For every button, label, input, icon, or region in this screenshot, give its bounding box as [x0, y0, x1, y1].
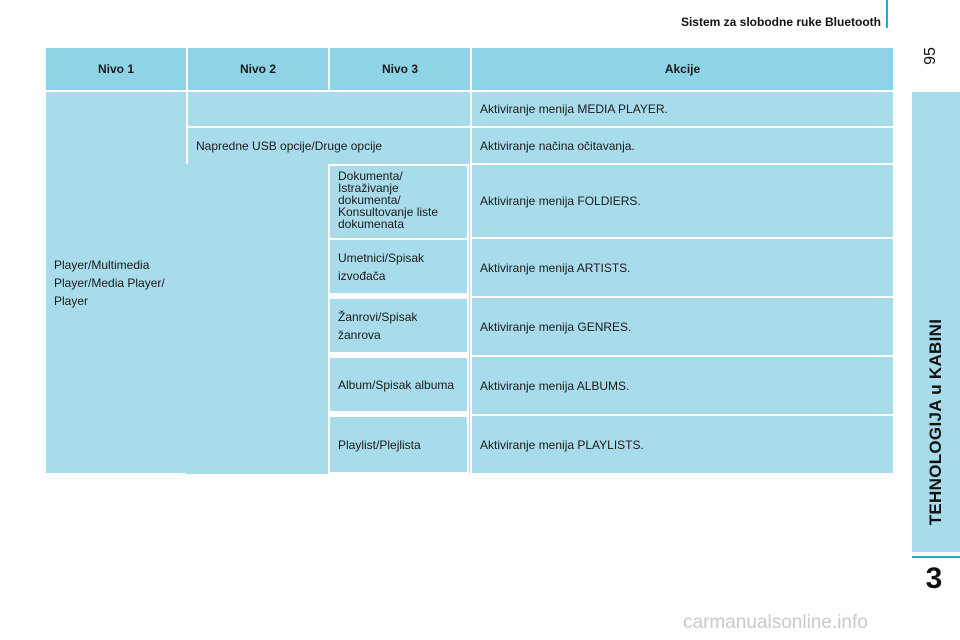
- header-rule: [886, 0, 888, 28]
- section-title: Sistem za slobodne ruke Bluetooth: [680, 15, 881, 29]
- level3-label: Playlist/Plejlista: [338, 437, 421, 452]
- action-cell: Aktiviranje menija MEDIA PLAYER.: [471, 91, 894, 127]
- table-row: [45, 91, 894, 127]
- level3-cell-artists: [330, 240, 467, 293]
- column-header-level1: Nivo 1: [45, 47, 187, 91]
- column-header-level2: Nivo 2: [187, 47, 329, 91]
- chapter-side-label: TEHNOLOGIJA u KABINI: [926, 318, 945, 526]
- action-cell: Aktiviranje menija GENRES.: [471, 297, 894, 356]
- level3-cell-genres: [330, 299, 467, 352]
- level3-cell-playlists: [330, 417, 467, 472]
- level3-label: Album/Spisak albuma: [338, 377, 455, 392]
- column-header-actions: Akcije: [471, 47, 894, 91]
- level2-label: Napredne USB opcije/Druge opcije: [196, 139, 383, 153]
- action-cell: Aktiviranje menija FOLDIERS.: [471, 164, 894, 238]
- chapter-number: 3: [925, 562, 943, 595]
- level3-cell-albums: [330, 358, 467, 411]
- level3-cell-documents: Dokumenta/ Istraživanje dokumenta/ Konsultovanje liste dokumenata: [330, 166, 467, 238]
- action-cell: Aktiviranje načina očitavanja.: [471, 127, 894, 164]
- chapter-side-rule: [912, 556, 960, 558]
- level2-filler: [186, 164, 328, 474]
- level3-label: Žanrovi/Spisak žanrova: [338, 309, 418, 342]
- level2-region: [186, 127, 471, 474]
- column-header-level3: Nivo 3: [329, 47, 471, 91]
- level3-column: [328, 164, 469, 474]
- page-number: 95: [922, 47, 939, 65]
- level1-cell: Player/Multimedia Player/Media Player/ Player: [45, 91, 187, 474]
- action-cell: Aktiviranje menija ARTISTS.: [471, 238, 894, 297]
- level3-label: Umetnici/Spisak izvođača: [338, 250, 425, 283]
- watermark: carmanualsonline.info: [683, 612, 868, 633]
- empty-cell: [187, 91, 471, 127]
- action-cell: Aktiviranje menija PLAYLISTS.: [471, 415, 894, 474]
- table-header-row: [45, 47, 894, 91]
- action-cell: Aktiviranje menija ALBUMS.: [471, 356, 894, 415]
